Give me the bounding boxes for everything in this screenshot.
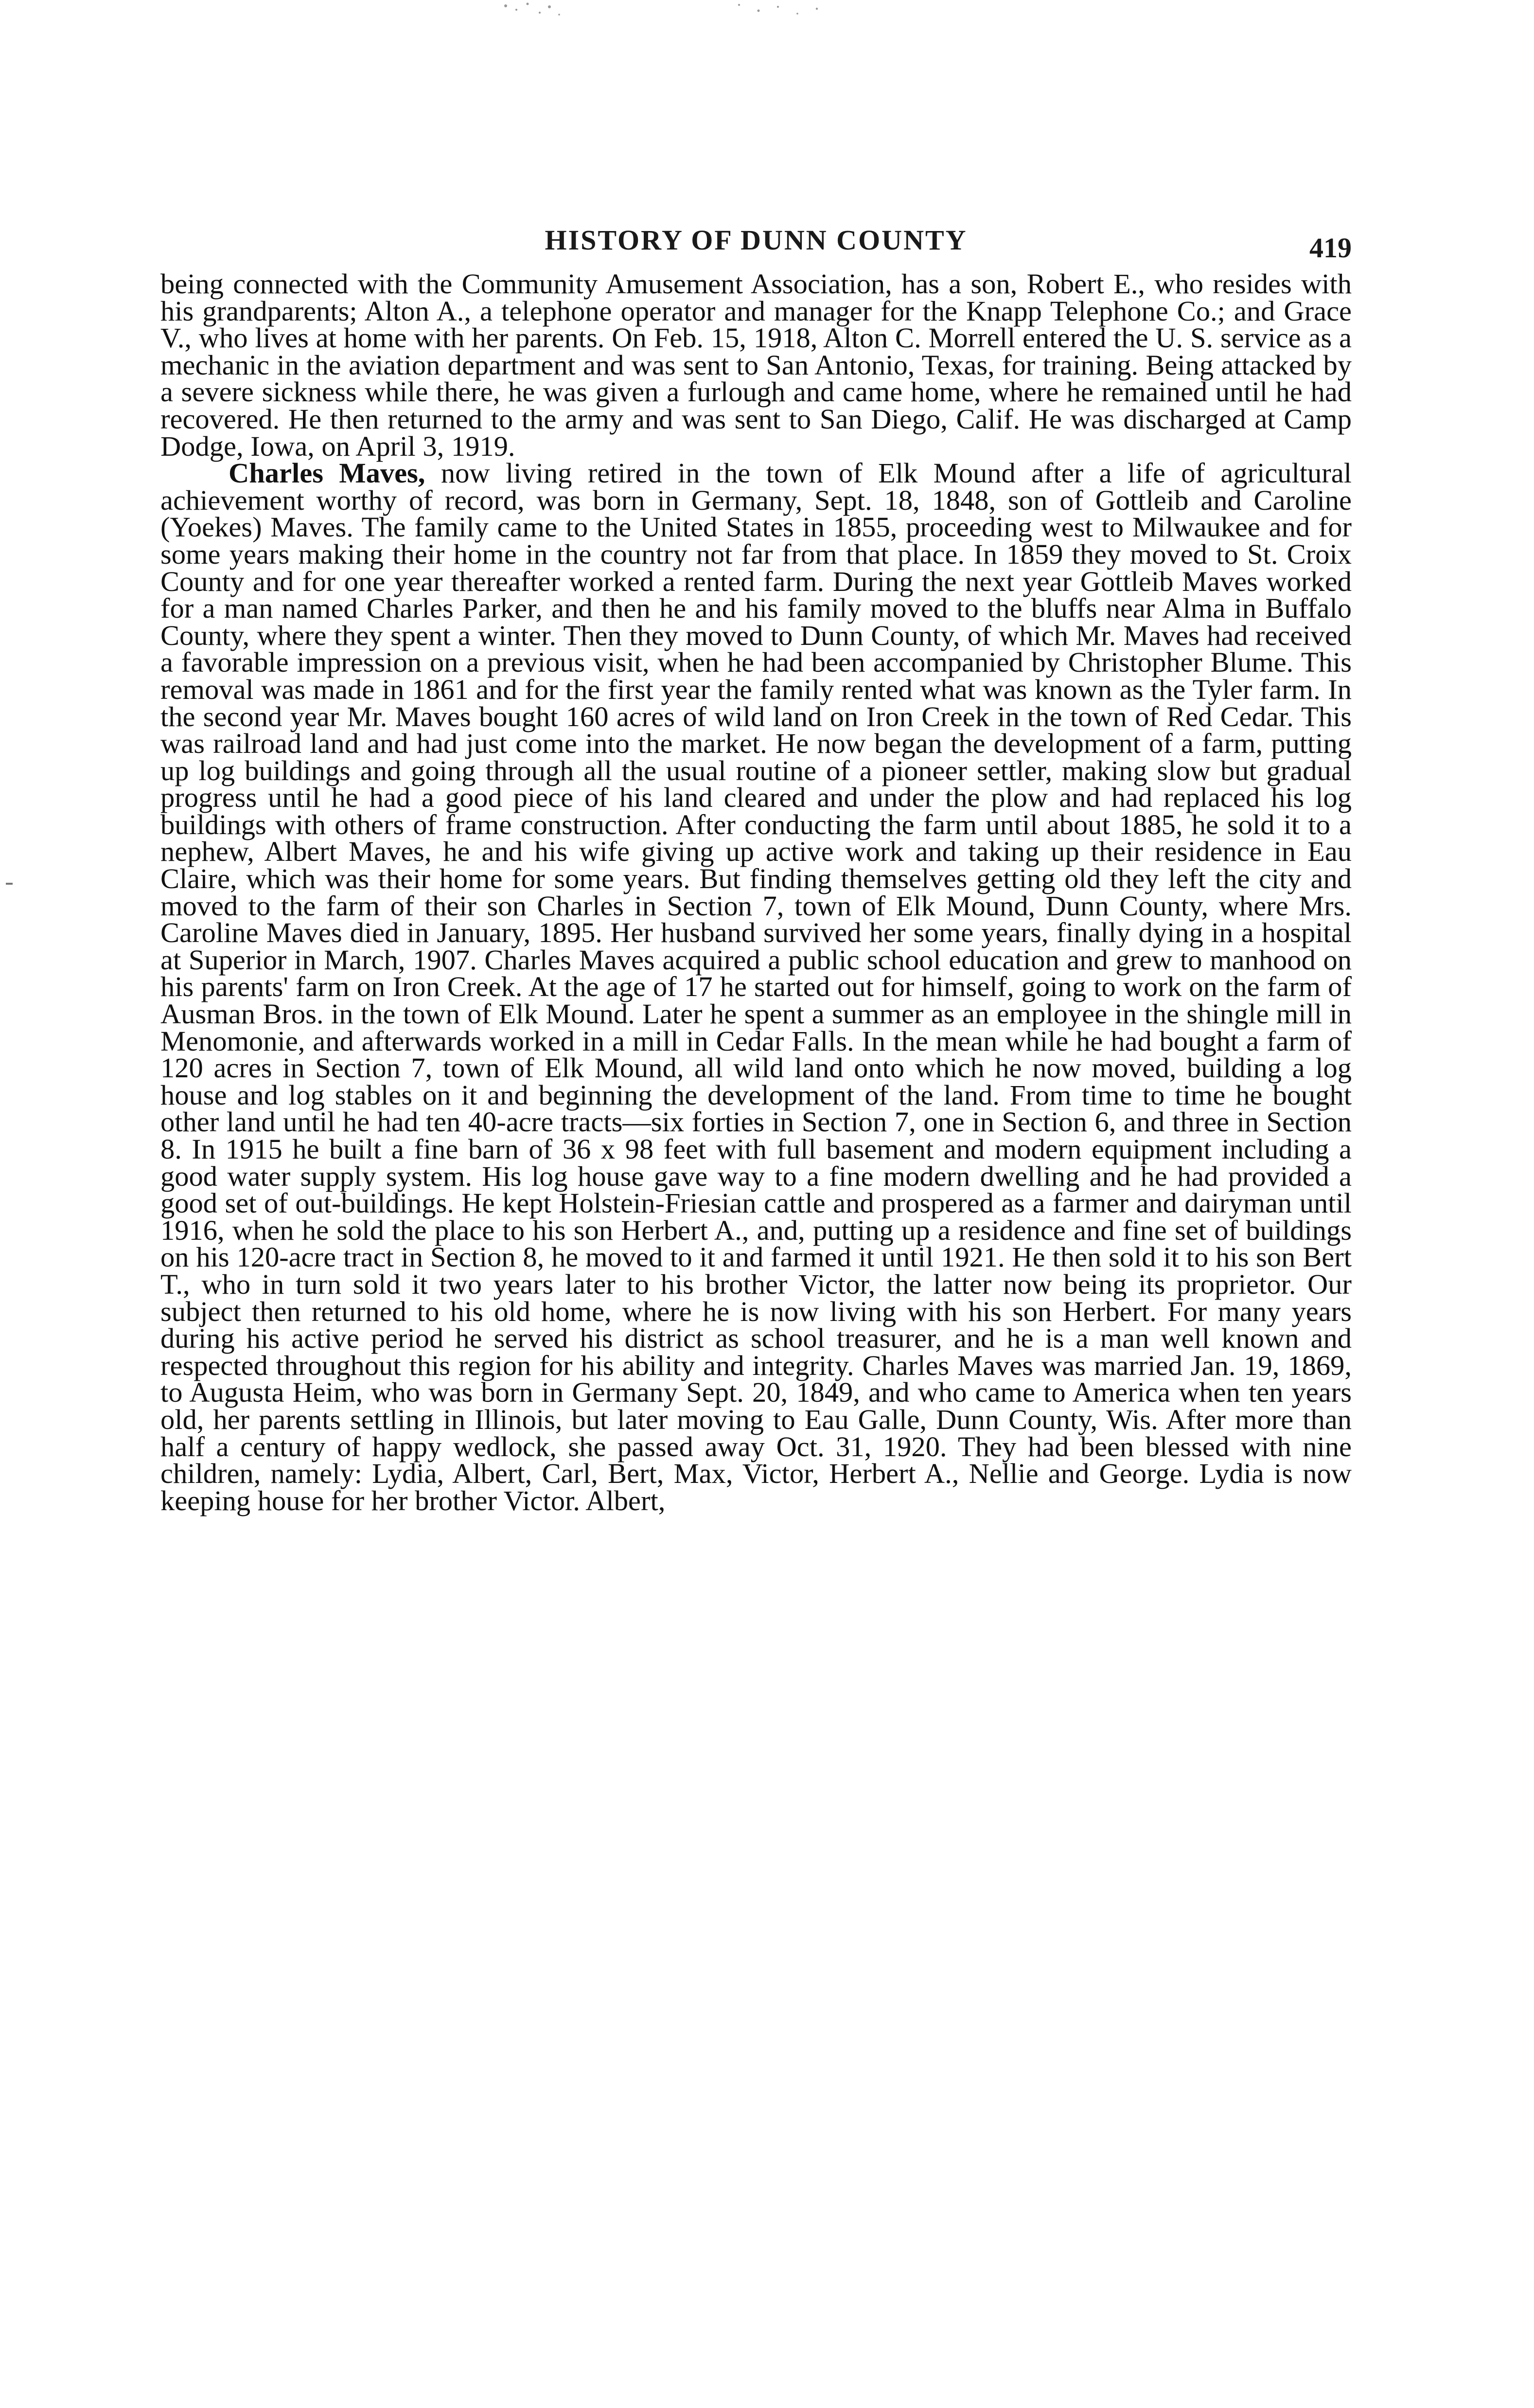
paragraph-text: being connected with the Community Amusement Association, has a son, Robert E., who resides with his grandparents; Alton A., a telephone operator and manager for the Knapp Telephone Co.; and Grace V., who lives at home with her parents. On Feb. 15, 1918, Alton C. Morrell entered the U. S. service as a mechanic in the aviation department and was sent to San Antonio, Texas, for training. Being attacked by a severe sickness while there, he was given a furlough and came home, where he remained until he had recovered. He then returned to the army and was sent to San Diego, Calif. He was discharged at Camp Dodge, Iowa, on April 3, 1919. xyxy=(160,268,1352,462)
margin-mark xyxy=(6,883,13,885)
scan-specks xyxy=(486,0,875,29)
running-head xyxy=(160,214,1352,264)
paragraph-charles-maves xyxy=(160,457,1352,1516)
paragraph-text: now living retired in the town of Elk Mound after a life of agricultural achievement worthy of record, was born in Germany, Sept. 18, 1848, son of Gottleib and Caroline (Yoekes) Maves. The family came to the United States in 1855, proceeding west to Milwaukee and for some years making their home in the country not far from that place. In 1859 they moved to St. Croix County and for one year thereafter worked a rented farm. During the next year Gottleib Maves worked for a man named Charles Parker, and then he and his family moved to the bluffs near Alma in Buffalo County, where they spent a winter. Then they moved to Dunn County, of which Mr. Maves had received a favorable impression on a previous visit, when he had been accompanied by Christopher Blume. This removal was made in 1861 and for the first year the family rented what was known as the Tyler farm. In the second year Mr. Maves bought 160 acres of wild land on Iron Creek in the town of Red Cedar. This was railroad land and had just come into the market. He now began the development of a farm, putting up log buildings and going through all the usual routine of a pioneer settler, making slow but gradual progress until he had a good piece of his land cleared and under the plow and had replaced his log buildings with others of frame construction. After conducting the farm until about 1885, he sold it to a nephew, Albert Maves, he and his wife giving up active work and taking up their residence in Eau Claire, which was their home for some years. But finding themselves getting old they left the city and moved to the farm of their son Charles in Section 7, town of Elk Mound, Dunn County, where Mrs. Caroline Maves died in January, 1895. Her husband survived her some years, finally dying in a hospital at Superior in March, 1907. Charles Maves acquired a public school education and grew to manhood on his parents' farm on Iron Creek. At the age of 17 he started out for himself, going to work on the farm of Ausman Bros. in the town of Elk Mound. Later he spent a summer as an employee in the shingle mill in Menomonie, and afterwards worked in a mill in Cedar Falls. In the mean while he had bought a farm of 120 acres in Section 7, town of Elk Mound, all wild land onto which he now moved, building a log house and log stables on it and beginning the development of the land. From time to time he bought other land until he had ten 40-acre tracts—six forties in Section 7, one in Section 6, and three in Section 8. In 1915 he built a fine barn of 36 x 98 feet with full basement and modern equipment including a good water supply system. His log house gave way to a fine modern dwelling and he had provided a good set of out-buildings. He kept Holstein-Friesian cattle and prospered as a farmer and dairyman until 1916, when he sold the place to his son Herbert A., and, putting up a residence and fine set of buildings on his 120-acre tract in Section 8, he moved to it and farmed it until 1921. He then sold it to his son Bert T., who in turn sold it two years later to his brother Victor, the latter now being its proprietor. Our subject then returned to his old home, where he is now living with his son Herbert. For many years during his active period he served his district as school treasurer, and he is a man well known and respected throughout this region for his ability and integrity. Charles Maves was married Jan. 19, 1869, to Augusta Heim, who was born in Germany Sept. 20, 1849, and who came to America when ten years old, her parents settling in Illinois, but later moving to Eau Galle, Dunn County, Wis. After more than half a century of happy wedlock, she passed away Oct. 31, 1920. They had been blessed with nine children, namely: Lydia, Albert, Carl, Bert, Max, Victor, Herbert A., Nellie and George. Lydia is now keeping house for her brother Victor. Albert, xyxy=(160,457,1352,1516)
body-text xyxy=(160,270,1352,1514)
running-title: HISTORY OF DUNN COUNTY xyxy=(545,224,968,256)
paragraph-continuation xyxy=(160,270,1352,460)
subject-name: Charles Maves, xyxy=(229,457,425,489)
page-number: 419 xyxy=(1309,232,1352,264)
